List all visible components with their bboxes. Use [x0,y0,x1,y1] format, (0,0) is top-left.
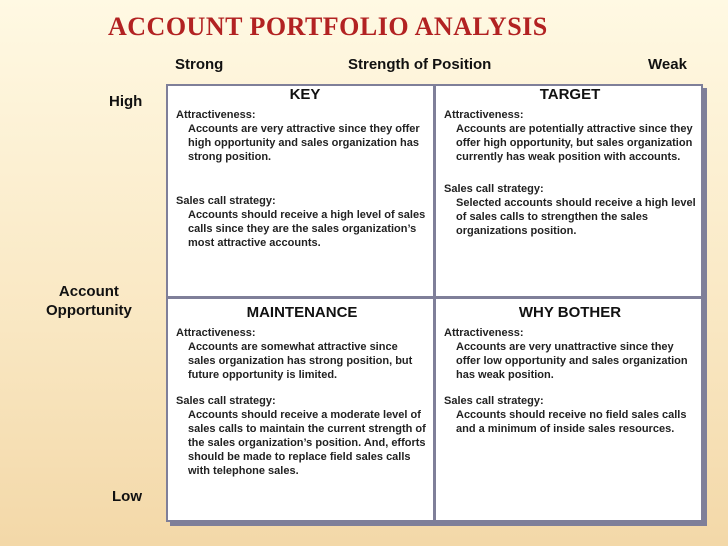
quadrant-key-strategy-text: Accounts should receive a high level of sales calls since they are the sales organization’s most attractive accounts. [188,209,426,249]
quadrant-target [444,88,696,238]
quadrant-why-bother [444,306,696,436]
axis-label-account-opportunity [46,282,132,320]
quadrant-target-attractiveness-text: Accounts are potentially attractive since they offer high opportunity, but sales organization currently has weak position with accounts. [456,123,693,163]
quadrant-key [176,88,428,250]
quadrant-why-bother-title: WHY BOTHER [518,304,622,321]
axis-label-strong: Strong [175,56,224,73]
axis-label-high: High [109,93,143,110]
quadrant-target-attractiveness-label: Attractiveness: [444,109,524,121]
quadrant-why-bother-strategy-text: Accounts should receive no field sales calls and a minimum of inside sales resources. [456,409,687,435]
axis-label-weak: Weak [648,56,687,73]
page-title: ACCOUNT PORTFOLIO ANALYSIS [108,12,548,41]
quadrant-target-strategy-text: Selected accounts should receive a high level of sales calls to strengthen the sales organizations position. [456,197,696,237]
quadrant-maintenance-strategy-label: Sales call strategy: [176,395,276,407]
quadrant-key-attractiveness-text: Accounts are very attractive since they offer high opportunity and sales organization has strong position. [188,123,420,163]
axis-label-account: Account [58,283,119,300]
quadrant-why-bother-attractiveness-label: Attractiveness: [444,327,524,339]
axis-label-low: Low [112,488,142,505]
quadrant-why-bother-strategy-label: Sales call strategy: [444,395,544,407]
quadrant-maintenance-title: MAINTENANCE [246,304,358,321]
portfolio-matrix [166,84,703,522]
quadrant-maintenance-attractiveness-text: Accounts are somewhat attractive since sales organization has strong position, but future opportunity is limited. [188,341,413,381]
matrix-horizontal-divider [168,296,701,299]
quadrant-maintenance-strategy-text: Accounts should receive a moderate level of sales calls to maintain the current strength of the sales organization’s position. And, efforts should be made to replace field sales calls with telephone sales. [188,409,426,477]
quadrant-maintenance-attractiveness-label: Attractiveness: [176,327,256,339]
axis-label-strength-of-position: Strength of Position [348,56,492,73]
quadrant-key-attractiveness-label: Attractiveness: [176,109,256,121]
quadrant-key-title: KEY [289,86,321,103]
quadrant-maintenance [176,306,428,478]
quadrant-target-strategy-label: Sales call strategy: [444,183,544,195]
quadrant-target-title: TARGET [539,86,601,103]
quadrant-why-bother-attractiveness-text: Accounts are very unattractive since they offer low opportunity and sales organization has weak position. [456,341,688,381]
matrix-vertical-divider [433,86,436,520]
quadrant-key-strategy-label: Sales call strategy: [176,195,276,207]
axis-label-opportunity: Opportunity [46,302,132,319]
